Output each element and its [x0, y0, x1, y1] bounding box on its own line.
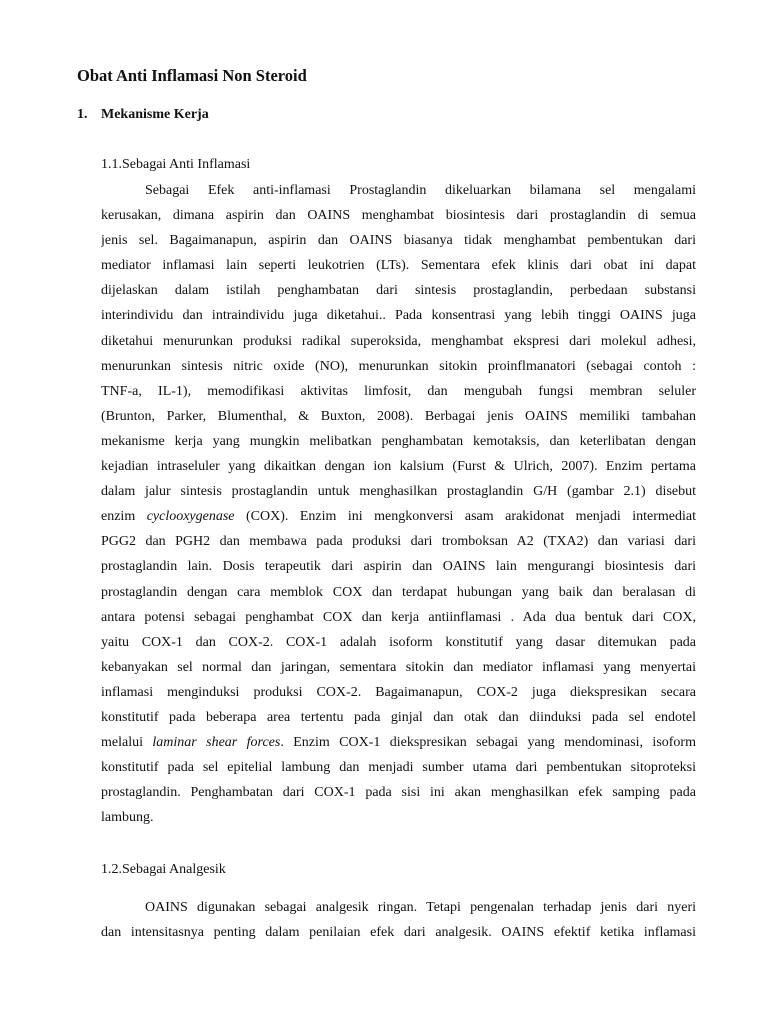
text-segment: enzim [101, 509, 147, 525]
paragraph-line: konstitutif pada sel epitelial lambung dan menjadi sumber utama dari pembentukan sitoproteksi [101, 760, 696, 776]
paragraph-line: kebanyakan sel normal dan jaringan, sementara sitokin dan mediator inflamasi yang menyertai [101, 659, 696, 675]
section-title: Mekanisme Kerja [101, 107, 209, 122]
paragraph-line: (Brunton, Parker, Blumenthal, & Buxton, 2008). Berbagai jenis OAINS memiliki tambahan [101, 408, 696, 424]
paragraph-line: PGG2 dan PGH2 dan membawa pada produksi dari tromboksan A2 (TXA2) dan variasi dari [101, 534, 696, 550]
paragraph-line: diketahui menurunkan produksi radikal superoksida, menghambat ekspresi dari molekul adhesi, [101, 333, 696, 349]
paragraph-line: kerusakan, dimana aspirin dan OAINS menghambat biosintesis dari prostaglandin di semua [101, 208, 696, 224]
paragraph-line: dan intensitasnya penting dalam penilaian efek dari analgesik. OAINS efektif ketika inflamasi [101, 925, 696, 941]
paragraph-line: dijelaskan dalam istilah penghambatan dari sintesis prostaglandin, perbedaan substansi [101, 283, 696, 299]
paragraph-line: yaitu COX-1 dan COX-2. COX-1 adalah isoform konstitutif yang dasar ditemukan pada [101, 634, 696, 650]
paragraph-line: konstitutif pada beberapa area tertentu pada ginjal dan otak dan diinduksi pada sel endotel [101, 709, 696, 725]
paragraph-line: interindividu dan intraindividu juga diketahui.. Pada konsentrasi yang lebih tinggi OAINS juga [101, 308, 696, 324]
paragraph-line: prostaglandin dengan cara memblok COX dan terdapat hubungan yang baik dan beralasan di [101, 584, 696, 600]
italic-term-laminar-shear-forces: laminar shear forces [152, 735, 281, 751]
paragraph-line: kejadian intraseluler yang dikaitkan dengan ion kalsium (Furst & Ulrich, 2007). Enzim pertama [101, 459, 696, 475]
paragraph-line: antara potensi sebagai penghambat COX dan kerja antiinflamasi . Ada dua bentuk dari COX, [101, 609, 696, 625]
italic-term-cyclooxygenase: cyclooxygenase [146, 509, 235, 525]
section-heading [77, 107, 209, 123]
subsection-heading-analgesik: 1.2.Sebagai Analgesik [101, 862, 226, 877]
paragraph-line: OAINS digunakan sebagai analgesik ringan. Tetapi pengenalan terhadap jenis dari nyeri [145, 900, 696, 915]
paragraph-analgesik [101, 895, 696, 945]
document-title: Obat Anti Inflamasi Non Steroid [77, 66, 307, 85]
paragraph-line: inflamasi menginduksi produksi COX-2. Bagaimanapun, COX-2 juga diekspresikan secara [101, 684, 696, 700]
paragraph-line: TNF-a, IL-1), memodifikasi aktivitas limfosit, dan mengubah fungsi membran seluler [101, 383, 696, 399]
paragraph-line: mekanisme kerja yang mungkin melibatkan penghambatan kemotaksis, dan keterlibatan dengan [101, 433, 696, 449]
paragraph-anti-inflamasi [101, 178, 696, 830]
paragraph-line: mediator inflamasi lain seperti leukotrien (LTs). Sementara efek klinis dari obat ini dapat [101, 258, 696, 274]
subsection-heading-anti-inflamasi: 1.1.Sebagai Anti Inflamasi [101, 157, 251, 172]
paragraph-line: lambung. [101, 810, 154, 826]
paragraph-line: jenis sel. Bagaimanapun, aspirin dan OAINS biasanya tidak menghambat pembentukan dari [101, 233, 696, 249]
paragraph-line: menurunkan sintesis nitric oxide (NO), menurunkan sitokin proinflmanatori (sebagai contoh : [101, 358, 696, 374]
text-segment: (COX). Enzim ini mengkonversi asam arakidonat menjadi intermediat [234, 509, 696, 525]
paragraph-line: prostaglandin. Penghambatan dari COX-1 pada sisi ini akan menghasilkan efek samping pada [101, 785, 696, 801]
section-number: 1. [77, 107, 88, 122]
paragraph-line-with-italic [101, 504, 696, 529]
paragraph-line: dalam jalur sintesis prostaglandin untuk menghasilkan prostaglandin G/H (gambar 2.1) disebut [101, 484, 696, 500]
paragraph-line: prostaglandin lain. Dosis terapeutik dari aspirin dan OAINS lain mengurangi biosintesis dari [101, 559, 696, 575]
text-segment: . Enzim COX-1 diekspresikan sebagai yang mendominasi, isoform [280, 735, 696, 751]
paragraph-line: Sebagai Efek anti-inflamasi Prostaglandin dikeluarkan bilamana sel mengalami [145, 183, 696, 198]
text-segment: melalui [101, 735, 153, 751]
paragraph-line-with-italic [101, 730, 696, 755]
